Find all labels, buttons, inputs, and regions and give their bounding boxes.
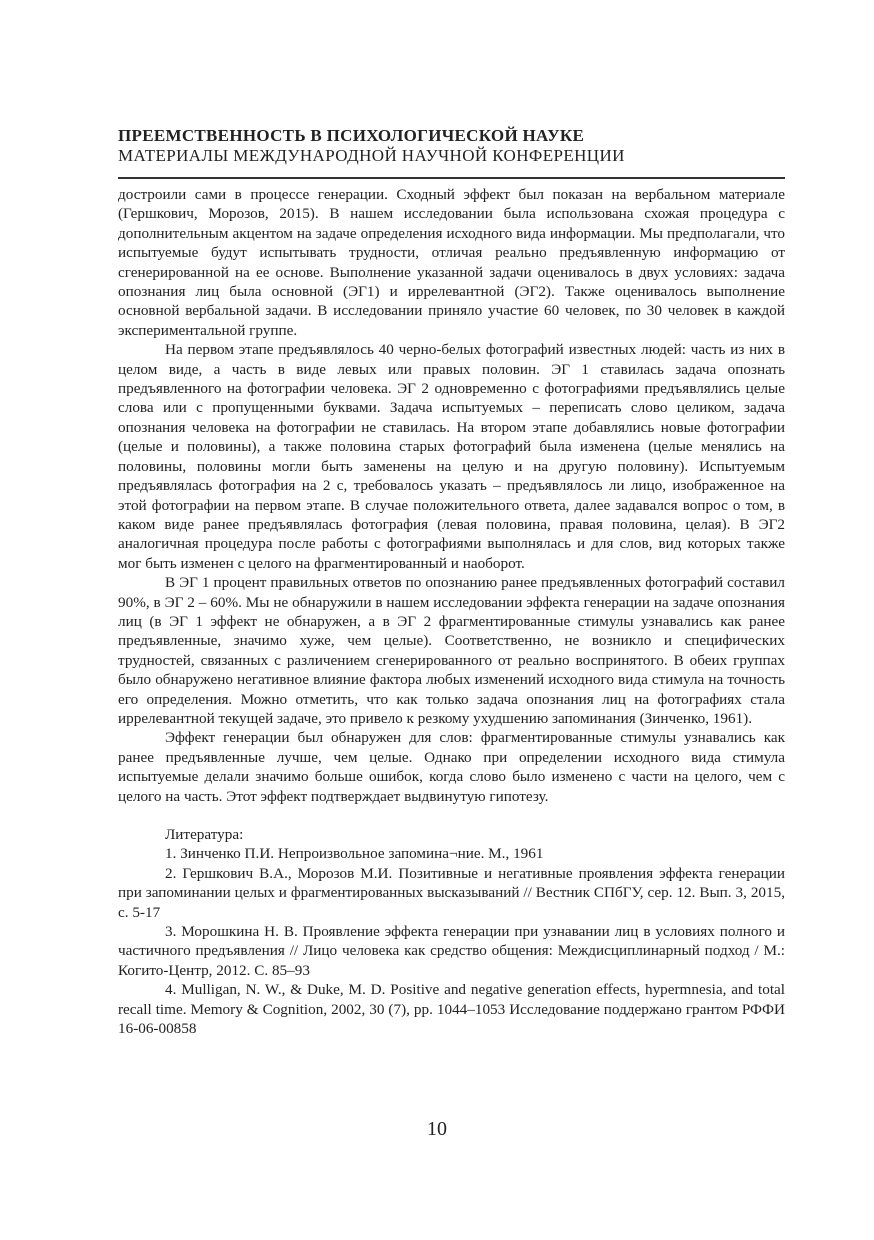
body-paragraph: Эффект генерации был обнаружен для слов: фрагментированные стимулы узнавались как ранее предъявленные лучше, чем целые. Однако при определении исходного вида стимула испытуемые делали значимо больше ошибок, когда слово было изменено с части на целого, чем с целого на часть. Этот эффект подтверждает выдвинутую гипотезу. — [118, 729, 785, 805]
header-title: ПРЕЕМСТВЕННОСТЬ В ПСИХОЛОГИЧЕСКОЙ НАУКЕ — [118, 126, 585, 145]
reference-item: 2. Гершкович В.А., Морозов М.И. Позитивные и негативные проявления эффекта генерации при запоминании целых и фрагментированных высказываний // Вестник СПбГУ, сер. 12. Вып. 3, 2015, с. 5-17 — [118, 864, 785, 921]
reference-item: 4. Mulligan, N. W., & Duke, M. D. Positive and negative generation effects, hypermnesia, and total recall time. Memory & Cognition, 2002, 30 (7), pp. 1044–1053 Исследование поддержано грантом РФФИ 16-06-00858 — [118, 981, 785, 1038]
references-section — [118, 825, 785, 1038]
header-subtitle: МАТЕРИАЛЫ МЕЖДУНАРОДНОЙ НАУЧНОЙ КОНФЕРЕНЦИИ — [118, 146, 625, 165]
body-paragraph: В ЭГ 1 процент правильных ответов по опознанию ранее предъявленных фотографий составил 90%, в ЭГ 2 – 60%. Мы не обнаружили в нашем исследовании эффекта генерации на задаче опознания лиц (в ЭГ 1 эффект не обнаружен, а в ЭГ 2 фрагментированные стимулы узнавались как ранее предъявленные, значимо хуже, чем целые). Соответственно, не возникло и специфических трудностей, связанных с различением сгенерированного от реально воспринятого. В обеих группах было обнаружено негативное влияние фактора любых изменений исходного вида стимула на точность его определения. Можно отметить, что как только задача опознания лиц на фотографиях стала иррелевантной текущей задаче, это привело к резкому ухудшению запоминания (Зинченко, 1961). — [118, 574, 785, 727]
running-header — [118, 126, 784, 166]
reference-item: 1. Зинченко П.И. Непроизвольное запомина¬ние. М., 1961 — [165, 845, 544, 863]
page-number: 10 — [427, 1118, 447, 1140]
references-heading: Литература: — [165, 826, 244, 843]
body-paragraph: достроили сами в процессе генерации. Сходный эффект был показан на вербальном материале (Гершкович, Морозов, 2015). В нашем исследовании была использована схожая процедура с дополнительным акцентом на задаче определения исходного вида информации. Мы предполагали, что испытуемые будут испытывать трудности, отличая реально предъявленную информацию от сгенерированной на ее основе. Выполнение указанной задачи оценивалось в двух условиях: задача опознания лиц была основной (ЭГ1) и иррелевантной (ЭГ2). Также оценивалось выполнение основной вербальной задачи. В исследовании приняло участие 60 человек, по 30 человек в каждой экспериментальной группе. — [118, 186, 785, 339]
body-paragraph: На первом этапе предъявлялось 40 черно-белых фотографий известных людей: часть из них в целом виде, а часть в виде левых или правых половин. ЭГ 1 ставилась задача опознать предъявленного на фотографии человека. ЭГ 2 одновременно с фотографиями предъявлялись целые слова или с пропущенными буквами. Задача испытуемых – переписать слово целиком, задача опознания человека на фотографии не ставилась. На втором этапе добавлялись новые фотографии (целые и половины), а также половина старых фотографий была изменена (целые менялись на половины, половины могли быть заменены на целую и на другую половину). Испытуемым предъявлялась фотография на 2 с, требовалось указать – предъявлялось ли лицо, изображенное на этой фотографии на первом этапе. В случае положительного ответа, далее задавался вопрос о том, в каком виде ранее предъявлялась фотография (левая половина, правая половина, целая). В ЭГ2 аналогичная процедура после работы с фотографиями выполнялась и для слов, вид которых также мог быть изменен с целого на фрагментированный и наоборот. — [118, 341, 785, 572]
reference-item: 3. Морошкина Н. В. Проявление эффекта генерации при узнавании лиц в условиях полного и частичного предъявления // Лицо человека как средство общения: Междисциплинарный подход / М.: Когито-Центр, 2012. С. 85–93 — [118, 923, 785, 979]
article-body — [118, 185, 785, 1038]
header-rule — [118, 177, 785, 179]
